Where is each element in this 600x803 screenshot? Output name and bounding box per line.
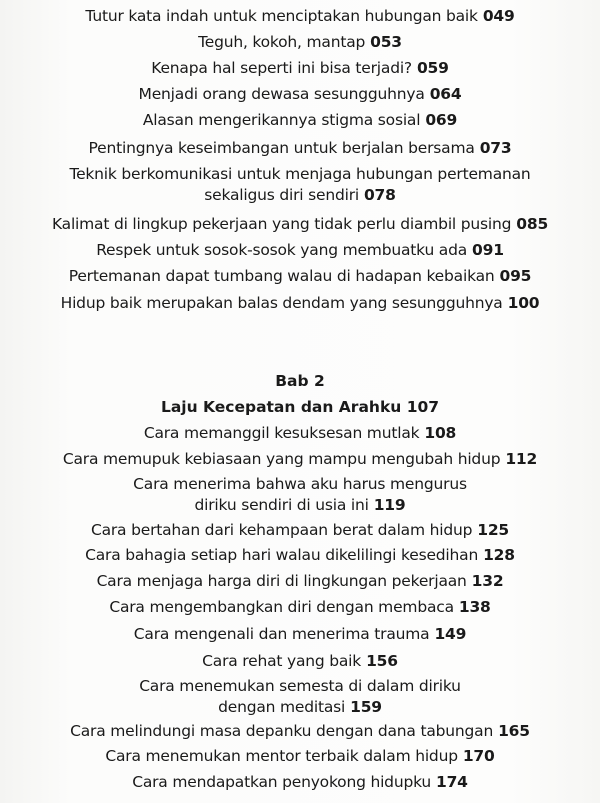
toc-entry xyxy=(40,214,560,235)
toc-entry-page: 119 xyxy=(373,496,406,514)
toc-entry-page: 132 xyxy=(471,572,504,590)
toc-entry xyxy=(40,164,560,206)
toc-entry-title-line2: sekaligus diri sendiri xyxy=(204,186,359,204)
toc-entry xyxy=(40,138,560,159)
toc-entry-title: Kenapa hal seperti ini bisa terjadi? xyxy=(151,59,412,77)
toc-entry-title: Alasan mengerikannya stigma sosial xyxy=(142,111,421,129)
toc-entry xyxy=(40,545,560,566)
toc-entry-page: 091 xyxy=(472,241,504,259)
toc-entry-page: 095 xyxy=(499,267,532,285)
toc-entry-page: 112 xyxy=(505,450,538,468)
toc-entry-page: 128 xyxy=(483,546,515,564)
toc-entry-page: 085 xyxy=(516,215,549,233)
toc-entry-title: Cara menemukan semesta di dalam diriku xyxy=(139,677,461,695)
toc-entry xyxy=(40,474,560,516)
toc-entry-title: Cara mendapatkan penyokong hidupku xyxy=(132,773,432,791)
toc-entry xyxy=(40,84,560,105)
toc-entry-page: 078 xyxy=(363,186,396,204)
toc-entry xyxy=(40,746,560,767)
toc-entry-page: 108 xyxy=(424,424,457,442)
toc-entry xyxy=(40,6,560,27)
toc-entry-page: 064 xyxy=(429,85,462,103)
toc-entry-page: 156 xyxy=(366,652,398,670)
toc-entry-title-line2: dengan meditasi xyxy=(218,698,346,716)
toc-entry xyxy=(40,520,560,541)
toc-entry-page: 170 xyxy=(462,747,495,765)
toc-entry xyxy=(40,293,560,314)
toc-entry-title: Cara menemukan mentor terbaik dalam hidup xyxy=(105,747,458,765)
toc-entry-page: 073 xyxy=(479,139,512,157)
toc-entry-page: 059 xyxy=(416,59,449,77)
toc-entry-title: Cara rehat yang baik xyxy=(202,652,362,670)
toc-entry xyxy=(40,651,560,672)
toc-entry-title: Cara bertahan dari kehampaan berat dalam hidup xyxy=(90,521,473,539)
toc-entry-title-line2: diriku sendiri di usia ini xyxy=(194,496,369,514)
toc-entry-title: Cara memanggil kesuksesan mutlak xyxy=(143,424,420,442)
toc-entry xyxy=(40,449,560,470)
toc-entry-page: 049 xyxy=(482,7,515,25)
toc-entry-title: Pentingnya keseimbangan untuk berjalan bersama xyxy=(88,139,475,157)
toc-entry xyxy=(40,58,560,79)
toc-entry xyxy=(40,597,560,618)
toc-entry-title: Cara mengenali dan menerima trauma xyxy=(133,625,430,643)
toc-entry-title: Cara menjaga harga diri di lingkungan pekerjaan xyxy=(96,572,467,590)
toc-entry-page: 149 xyxy=(434,625,467,643)
toc-entry-page: 100 xyxy=(507,294,540,312)
toc-entry xyxy=(40,423,560,444)
toc-entry xyxy=(40,240,560,261)
toc-entry-title: Cara memupuk kebiasaan yang mampu mengubah hidup xyxy=(62,450,501,468)
toc-entry-title: Tutur kata indah untuk menciptakan hubungan baik xyxy=(85,7,478,25)
toc-entry-page: 053 xyxy=(370,33,402,51)
toc-entry-page: 138 xyxy=(458,598,491,616)
toc-entry xyxy=(40,571,560,592)
toc-entry xyxy=(40,721,560,742)
toc-entry-page: 159 xyxy=(350,698,382,716)
toc-entry-title: Teknik berkomunikasi untuk menjaga hubungan pertemanan xyxy=(69,165,531,183)
chapter-title-text: Laju Kecepatan dan Arahku xyxy=(160,398,402,416)
chapter-title-page: 107 xyxy=(406,398,440,416)
toc-entry-title: Cara bahagia setiap hari walau dikelilingi kesedihan xyxy=(85,546,479,564)
chapter-label: Bab 2 xyxy=(275,372,325,390)
toc-entry-page: 125 xyxy=(477,521,510,539)
toc-entry-title: Menjadi orang dewasa sesungguhnya xyxy=(138,85,425,103)
toc-entry xyxy=(40,110,560,131)
toc-entry-title: Cara melindungi masa depanku dengan dana tabungan xyxy=(70,722,494,740)
toc-entry-title: Hidup baik merupakan balas dendam yang sesungguhnya xyxy=(60,294,503,312)
toc-entry xyxy=(40,266,560,287)
toc-entry xyxy=(40,676,560,718)
toc-entry xyxy=(40,772,560,793)
toc-entry xyxy=(40,32,560,53)
toc-entry-page: 069 xyxy=(425,111,458,129)
chapter-title xyxy=(40,397,560,418)
toc-entry-title: Teguh, kokoh, mantap xyxy=(198,33,366,51)
toc-entry-page: 165 xyxy=(498,722,530,740)
toc-entry-title: Respek untuk sosok-sosok yang membuatku ada xyxy=(96,241,468,259)
toc-entry xyxy=(40,624,560,645)
toc-entry-title: Cara mengembangkan diri dengan membaca xyxy=(109,598,454,616)
toc-entry-title: Kalimat di lingkup pekerjaan yang tidak perlu diambil pusing xyxy=(51,215,512,233)
toc-entry-title: Pertemanan dapat tumbang walau di hadapan kebaikan xyxy=(68,267,495,285)
toc-entry-title: Cara menerima bahwa aku harus mengurus xyxy=(133,475,467,493)
toc-entry-page: 174 xyxy=(436,773,468,791)
